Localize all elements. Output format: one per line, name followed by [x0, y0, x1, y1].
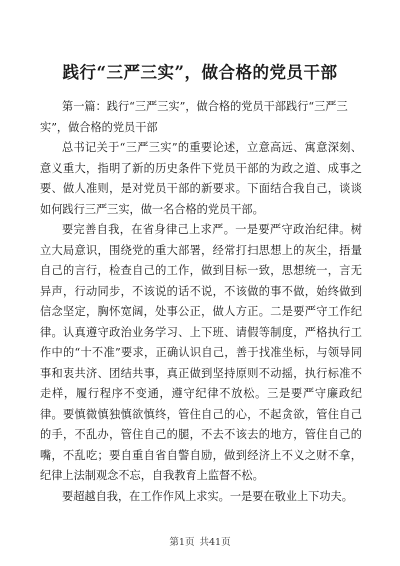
paragraph-self-discipline: 要完善自我，在省身律己上求严。一是要严守政治纪律。树立大局意识，围绕党的重大部署，经常打扫思想上的灰尘，捂量自己的言行，检查自己的工作，做到目标一致，思想统一，言无异声，行动同步，不该说的话不说，不该做的事不做，始终做到信念坚定，胸怀宽阔，处事公正，做人方正。二是要严守工作纪律。认真遵守政治业务学习、上下班、请假等制度，严格执行工作中的“十不准”要求，正确认识自己，善于找准坐标，与领导同事和衷共济、团结共事，真正做到坚持原则不动摇，执行标准不走样，履行程序不变通，遵守纪律不放松。三是要严守廉政纪律。要慎微慎独慎欲慎终，管住自己的心，不起贪欲，管住自己的手，不乱办，管住自己的腿，不去不该去的地方，管住自己的嘴，不乱吃；要自重自省自警自励，做到经济上不义之财不拿，纪律上法制观念不忘，自我教育上监督不松。: [40, 223, 362, 482]
page-footer: [0, 537, 400, 549]
paragraph-work-style: 要超越自我，在工作作风上求实。一是要在敬业上下功夫。: [62, 489, 353, 503]
page-title: 践行“三严三实”，做合格的党员干部: [62, 63, 338, 82]
page-total: 共41页: [199, 537, 231, 548]
section-heading: 第一篇：践行“三严三实”，做合格的党员干部践行“三严三实”，做合格的党员干部: [40, 100, 348, 134]
document-body: [40, 97, 362, 507]
paragraph-intro: 总书记关于“三严三实”的重要论述，立意高远、寓意深刻、意义重大，指明了新的历史条件下党员干部的为政之道、成事之要、做人准则，是对党员干部的新要求。下面结合我自己，谈谈如何践行三严三实，做一名合格的党员干部。: [40, 141, 362, 216]
page-number: 第1页: [169, 537, 195, 548]
